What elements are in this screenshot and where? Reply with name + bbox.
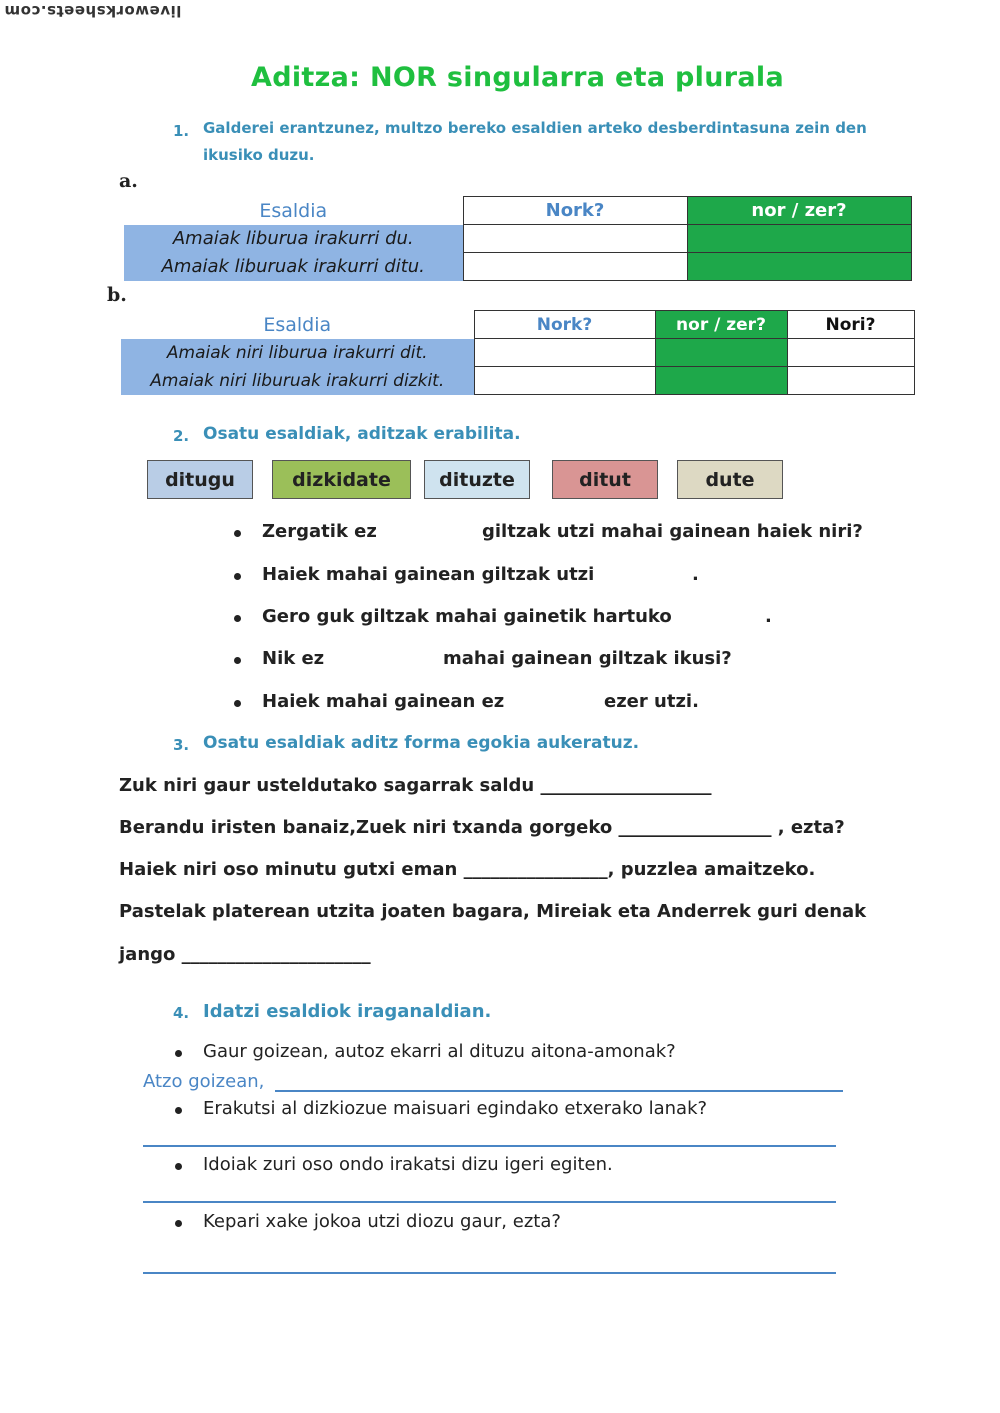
watermark: liveworksheets.com bbox=[4, 2, 182, 20]
answer-line-1[interactable] bbox=[275, 1090, 843, 1092]
q2-sentence-3-before: Gero guk giltzak mahai gainetik hartuko bbox=[262, 606, 672, 627]
word-chip-dute[interactable]: dute bbox=[677, 460, 783, 499]
bullet-icon bbox=[234, 530, 241, 537]
q2-sentence-4-after: mahai gainean giltzak ikusi? bbox=[443, 648, 732, 669]
answer-cell-b2-nork[interactable] bbox=[474, 367, 655, 395]
q2-number: 2. bbox=[173, 427, 190, 445]
page-title: Aditza: NOR singularra eta plurala bbox=[251, 62, 784, 93]
answer-cell-b1-nor[interactable] bbox=[655, 339, 787, 367]
word-chip-ditut[interactable]: ditut bbox=[552, 460, 658, 499]
q4-item-1: Gaur goizean, autoz ekarri al dituzu aitona-amonak? bbox=[203, 1041, 676, 1062]
q4-item-3: Idoiak zuri oso ondo irakatsi dizu igeri egiten. bbox=[203, 1154, 613, 1175]
sentence-a2: Amaiak liburuak irakurri ditu. bbox=[124, 253, 463, 281]
word-chip-dituzte[interactable]: dituzte bbox=[424, 460, 530, 499]
q2-sentence-1-before: Zergatik ez bbox=[262, 521, 377, 542]
answer-cell-b1-nork[interactable] bbox=[474, 339, 655, 367]
answer-line-3[interactable] bbox=[143, 1201, 836, 1203]
q4-item-2: Erakutsi al dizkiozue maisuari egindako etxerako lanak? bbox=[203, 1098, 708, 1119]
bullet-icon bbox=[175, 1107, 182, 1114]
answer-cell-a2-nor[interactable] bbox=[687, 253, 911, 281]
header-nor-zer: nor / zer? bbox=[655, 311, 787, 339]
q3-number: 3. bbox=[173, 736, 190, 754]
bullet-icon bbox=[175, 1163, 182, 1170]
sentence-b2: Amaiak niri liburuak irakurri dizkit. bbox=[121, 367, 474, 395]
q2-sentence-5-after: ezer utzi. bbox=[604, 691, 699, 712]
q1-number: 1. bbox=[173, 122, 190, 140]
q3-line-1: Zuk niri gaur usteldutako sagarrak saldu ___________________ bbox=[119, 775, 712, 796]
answer-prefix: Atzo goizean, bbox=[143, 1071, 265, 1092]
bullet-icon bbox=[234, 657, 241, 664]
q2-sentence-5-before: Haiek mahai gainean ez bbox=[262, 691, 505, 712]
bullet-icon bbox=[175, 1050, 182, 1057]
bullet-icon bbox=[234, 700, 241, 707]
answer-cell-a2-nork[interactable] bbox=[463, 253, 687, 281]
answer-cell-b1-nori[interactable] bbox=[787, 339, 914, 367]
section-a-label: a. bbox=[119, 170, 138, 192]
answer-cell-b2-nor[interactable] bbox=[655, 367, 787, 395]
q4-number: 4. bbox=[173, 1004, 190, 1022]
sentence-a1: Amaiak liburua irakurri du. bbox=[124, 225, 463, 253]
header-esaldia: Esaldia bbox=[263, 313, 332, 336]
q1-instruction: Galderei erantzunez, multzo bereko esaldien arteko desberdintasuna zein den ikusiko duzu. bbox=[203, 119, 867, 164]
header-nork: Nork? bbox=[463, 197, 687, 225]
q3-line-5: jango _____________________ bbox=[119, 944, 371, 965]
q3-line-4: Pastelak platerean utzita joaten bagara, Mireiak eta Anderrek guri denak bbox=[119, 901, 867, 922]
header-nor-zer: nor / zer? bbox=[687, 197, 911, 225]
table-a bbox=[124, 196, 912, 281]
q3-line-2: Berandu iristen banaiz,Zuek niri txanda gorgeko _________________ , ezta? bbox=[119, 817, 845, 838]
section-b-label: b. bbox=[107, 284, 127, 306]
answer-line-4[interactable] bbox=[143, 1272, 836, 1274]
table-b bbox=[121, 310, 915, 395]
word-chip-dizkidate[interactable]: dizkidate bbox=[272, 460, 411, 499]
q2-sentence-3-after: . bbox=[765, 606, 772, 627]
header-nork: Nork? bbox=[474, 311, 655, 339]
answer-cell-a1-nor[interactable] bbox=[687, 225, 911, 253]
q3-instruction: Osatu esaldiak aditz forma egokia aukeratuz. bbox=[203, 733, 640, 753]
answer-line-2[interactable] bbox=[143, 1145, 836, 1147]
bullet-icon bbox=[234, 573, 241, 580]
q2-sentence-1-after: giltzak utzi mahai gainean haiek niri? bbox=[482, 521, 863, 542]
bullet-icon bbox=[234, 615, 241, 622]
answer-cell-a1-nork[interactable] bbox=[463, 225, 687, 253]
q2-instruction: Osatu esaldiak, aditzak erabilita. bbox=[203, 424, 521, 444]
bullet-icon bbox=[175, 1220, 182, 1227]
sentence-b1: Amaiak niri liburua irakurri dit. bbox=[121, 339, 474, 367]
q4-instruction: Idatzi esaldiok iraganaldian. bbox=[203, 1001, 492, 1022]
q3-line-3: Haiek niri oso minutu gutxi eman ________________, puzzlea amaitzeko. bbox=[119, 859, 816, 880]
word-chip-ditugu[interactable]: ditugu bbox=[147, 460, 253, 499]
header-esaldia: Esaldia bbox=[259, 199, 328, 222]
q4-item-4: Kepari xake jokoa utzi diozu gaur, ezta? bbox=[203, 1211, 561, 1232]
q2-sentence-4-before: Nik ez bbox=[262, 648, 325, 669]
q2-sentence-2-after: . bbox=[692, 564, 699, 585]
q2-sentence-2-before: Haiek mahai gainean giltzak utzi bbox=[262, 564, 595, 585]
header-nori: Nori? bbox=[787, 311, 914, 339]
answer-cell-b2-nori[interactable] bbox=[787, 367, 914, 395]
